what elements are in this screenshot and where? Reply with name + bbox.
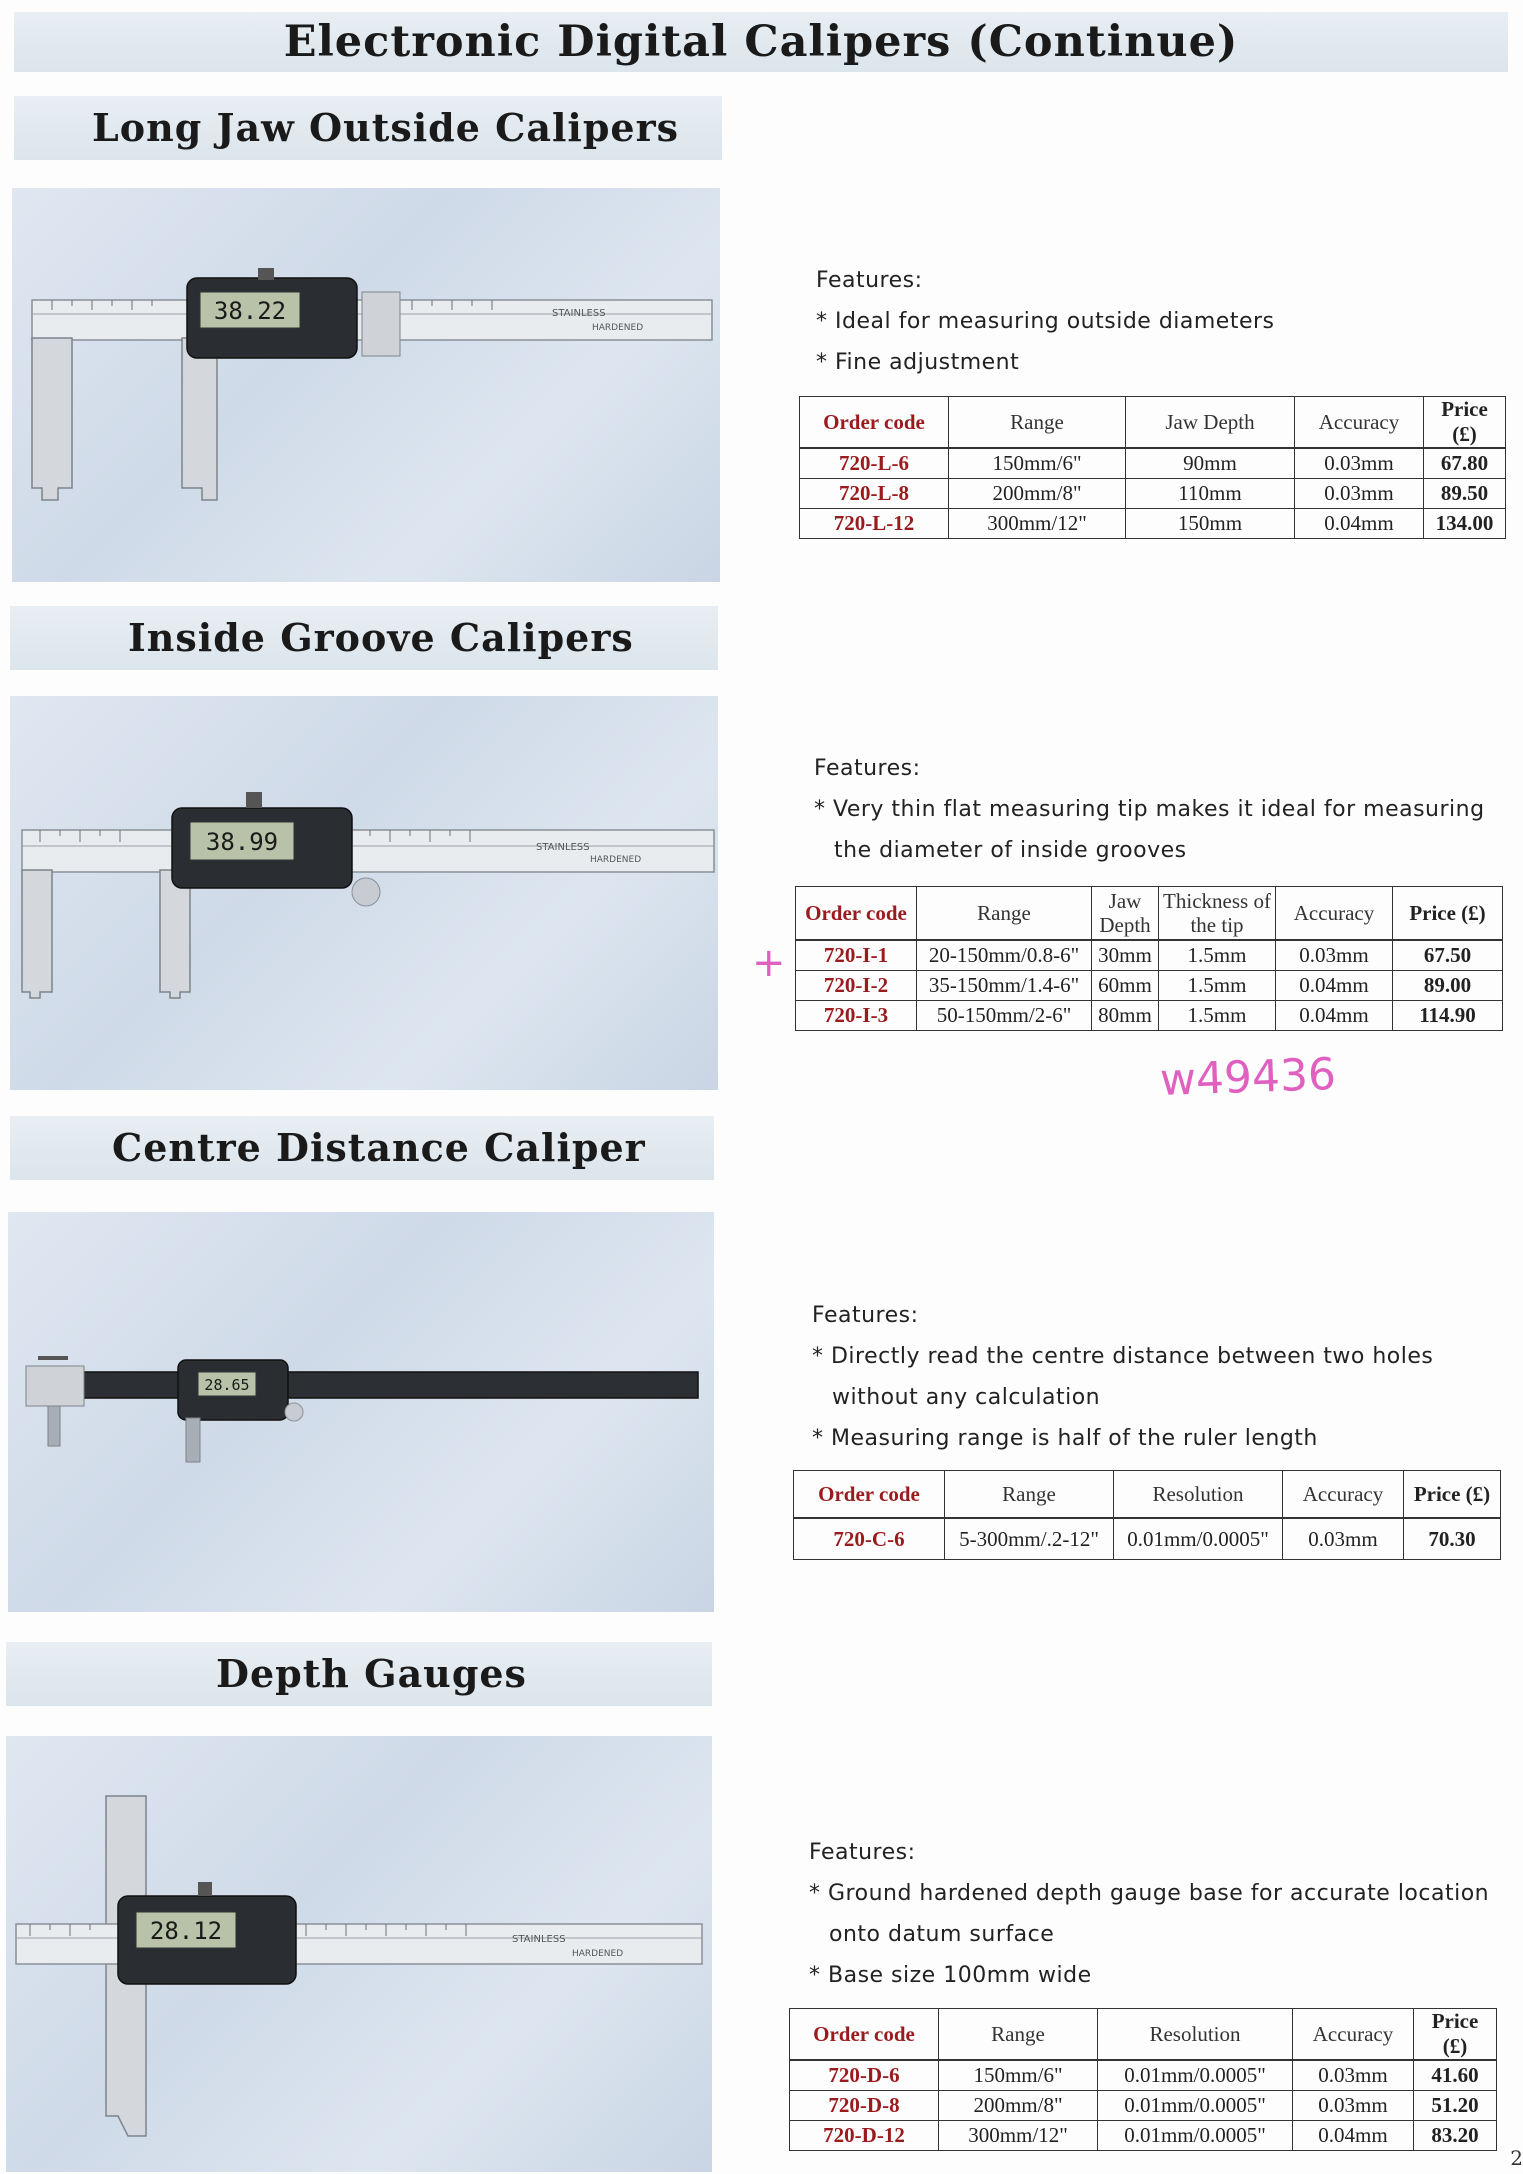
resolution-cell: 0.01mm/0.0005" xyxy=(1098,2091,1293,2121)
resolution-cell: 0.01mm/0.0005" xyxy=(1098,2121,1293,2151)
range-cell: 20-150mm/0.8-6" xyxy=(917,940,1092,971)
table-row xyxy=(794,1518,1501,1560)
col-header-order-code: Order code xyxy=(790,2009,939,2061)
price-cell: 41.60 xyxy=(1414,2060,1497,2091)
order-code-cell: 720-D-6 xyxy=(790,2060,939,2091)
range-cell: 35-150mm/1.4-6" xyxy=(917,971,1092,1001)
ruler-label-stainless: STAINLESS xyxy=(536,842,590,853)
centre-distance-caliper-photo xyxy=(8,1212,714,1612)
long-jaw-caliper-photo xyxy=(12,188,720,582)
ruler-label-stainless: STAINLESS xyxy=(552,308,606,319)
jaw-depth-cell: 150mm xyxy=(1126,509,1295,539)
section-title-banner xyxy=(14,96,722,160)
depth-gauge-illustration xyxy=(6,1736,712,2172)
price-cell: 83.20 xyxy=(1414,2121,1497,2151)
price-cell: 134.00 xyxy=(1424,509,1506,539)
jaw-depth-cell: 110mm xyxy=(1126,479,1295,509)
order-code-cell: 720-I-3 xyxy=(796,1001,917,1031)
feature-line: onto datum surface xyxy=(829,1922,1055,1947)
page-title-banner xyxy=(14,12,1508,72)
table-row xyxy=(790,2060,1497,2091)
order-code-cell: 720-D-12 xyxy=(790,2121,939,2151)
ruler-label-hardened: HARDENED xyxy=(590,855,642,865)
jaw-depth-cell: 80mm xyxy=(1092,1001,1159,1031)
accuracy-cell: 0.03mm xyxy=(1276,940,1393,971)
section-title-banner xyxy=(10,1116,714,1180)
spec-table xyxy=(795,886,1503,1031)
accuracy-cell: 0.03mm xyxy=(1283,1518,1404,1560)
col-header-jaw-depth: Jaw Depth xyxy=(1092,887,1159,941)
table-row xyxy=(790,2091,1497,2121)
col-header-price: Price (£) xyxy=(1424,397,1506,449)
col-header-resolution: Resolution xyxy=(1114,1471,1283,1519)
section-title: Long Jaw Outside Calipers xyxy=(92,105,680,150)
price-cell: 89.00 xyxy=(1393,971,1503,1001)
table-row xyxy=(800,448,1506,479)
col-header-accuracy: Accuracy xyxy=(1283,1471,1404,1519)
price-cell: 114.90 xyxy=(1393,1001,1503,1031)
table-row xyxy=(790,2121,1497,2151)
thickness-cell: 1.5mm xyxy=(1159,940,1276,971)
accuracy-cell: 0.04mm xyxy=(1276,971,1393,1001)
accuracy-cell: 0.04mm xyxy=(1293,2121,1414,2151)
page-number: 2 xyxy=(1510,2146,1523,2170)
jaw-depth-cell: 90mm xyxy=(1126,448,1295,479)
range-cell: 300mm/12" xyxy=(949,509,1126,539)
feature-line: * Base size 100mm wide xyxy=(809,1963,1092,1988)
range-cell: 200mm/8" xyxy=(939,2091,1098,2121)
feature-line: * Ground hardened depth gauge base for accurate location xyxy=(809,1881,1490,1906)
price-cell: 51.20 xyxy=(1414,2091,1497,2121)
lcd-display: 28.65 xyxy=(204,1376,250,1394)
col-header-accuracy: Accuracy xyxy=(1276,887,1393,941)
features-block xyxy=(814,748,1485,871)
thickness-cell: 1.5mm xyxy=(1159,971,1276,1001)
feature-line: * Fine adjustment xyxy=(816,350,1020,375)
resolution-cell: 0.01mm/0.0005" xyxy=(1098,2060,1293,2091)
inside-groove-caliper-illustration xyxy=(10,696,718,1090)
table-row xyxy=(796,971,1503,1001)
col-header-order-code: Order code xyxy=(800,397,949,449)
table-row xyxy=(800,479,1506,509)
section-title-banner xyxy=(6,1642,712,1706)
jaw-depth-cell: 60mm xyxy=(1092,971,1159,1001)
long-jaw-caliper-illustration xyxy=(12,188,720,582)
price-cell: 67.50 xyxy=(1393,940,1503,971)
feature-line: the diameter of inside grooves xyxy=(834,838,1187,863)
features-block xyxy=(809,1832,1489,1996)
col-header-jaw-depth: Jaw Depth xyxy=(1126,397,1295,449)
accuracy-cell: 0.04mm xyxy=(1295,509,1424,539)
lcd-display: 38.99 xyxy=(205,828,279,856)
handwritten-plus-mark: + xyxy=(752,940,786,986)
range-cell: 50-150mm/2-6" xyxy=(917,1001,1092,1031)
feature-line: * Very thin flat measuring tip makes it ideal for measuring xyxy=(814,797,1485,822)
feature-line: * Directly read the centre distance between two holes xyxy=(812,1344,1434,1369)
ruler-label-hardened: HARDENED xyxy=(592,323,644,333)
section-title: Inside Groove Calipers xyxy=(128,615,634,660)
spec-table xyxy=(799,396,1506,539)
features-label: Features: xyxy=(812,1303,919,1328)
col-header-order-code: Order code xyxy=(796,887,917,941)
table-row xyxy=(800,509,1506,539)
accuracy-cell: 0.04mm xyxy=(1276,1001,1393,1031)
col-header-range: Range xyxy=(917,887,1092,941)
depth-gauge-photo xyxy=(6,1736,712,2172)
accuracy-cell: 0.03mm xyxy=(1295,448,1424,479)
ruler-label-stainless: STAINLESS xyxy=(512,1934,566,1945)
centre-distance-caliper-illustration xyxy=(8,1212,714,1612)
spec-table xyxy=(789,2008,1497,2151)
order-code-cell: 720-L-8 xyxy=(800,479,949,509)
handwritten-note: w49436 xyxy=(1159,1048,1337,1107)
col-header-accuracy: Accuracy xyxy=(1293,2009,1414,2061)
col-header-price: Price (£) xyxy=(1404,1471,1501,1519)
col-header-order-code: Order code xyxy=(794,1471,945,1519)
section-title-banner xyxy=(10,606,718,670)
feature-line: without any calculation xyxy=(832,1385,1101,1410)
ruler-label-hardened: HARDENED xyxy=(572,1949,624,1959)
col-header-thickness: Thickness of the tip xyxy=(1159,887,1276,941)
order-code-cell: 720-C-6 xyxy=(794,1518,945,1560)
col-header-range: Range xyxy=(949,397,1126,449)
section-title: Centre Distance Caliper xyxy=(112,1125,646,1170)
price-cell: 67.80 xyxy=(1424,448,1506,479)
page-title: Electronic Digital Calipers (Continue) xyxy=(283,17,1239,67)
features-block xyxy=(816,260,1275,383)
features-label: Features: xyxy=(809,1840,916,1865)
order-code-cell: 720-I-1 xyxy=(796,940,917,971)
order-code-cell: 720-I-2 xyxy=(796,971,917,1001)
range-cell: 5-300mm/.2-12" xyxy=(945,1518,1114,1560)
jaw-depth-cell: 30mm xyxy=(1092,940,1159,971)
col-header-range: Range xyxy=(945,1471,1114,1519)
col-header-accuracy: Accuracy xyxy=(1295,397,1424,449)
accuracy-cell: 0.03mm xyxy=(1293,2060,1414,2091)
features-label: Features: xyxy=(814,756,921,781)
accuracy-cell: 0.03mm xyxy=(1293,2091,1414,2121)
order-code-cell: 720-D-8 xyxy=(790,2091,939,2121)
section-title: Depth Gauges xyxy=(216,1651,527,1696)
col-header-price: Price (£) xyxy=(1393,887,1503,941)
range-cell: 300mm/12" xyxy=(939,2121,1098,2151)
lcd-display: 28.12 xyxy=(149,1917,223,1945)
order-code-cell: 720-L-6 xyxy=(800,448,949,479)
range-cell: 200mm/8" xyxy=(949,479,1126,509)
feature-line: * Measuring range is half of the ruler length xyxy=(812,1426,1318,1451)
col-header-resolution: Resolution xyxy=(1098,2009,1293,2061)
price-cell: 70.30 xyxy=(1404,1518,1501,1560)
table-row xyxy=(796,1001,1503,1031)
thickness-cell: 1.5mm xyxy=(1159,1001,1276,1031)
resolution-cell: 0.01mm/0.0005" xyxy=(1114,1518,1283,1560)
spec-table xyxy=(793,1470,1501,1560)
price-cell: 89.50 xyxy=(1424,479,1506,509)
features-label: Features: xyxy=(816,268,923,293)
range-cell: 150mm/6" xyxy=(949,448,1126,479)
inside-groove-caliper-photo xyxy=(10,696,718,1090)
table-row xyxy=(796,940,1503,971)
col-header-price: Price (£) xyxy=(1414,2009,1497,2061)
accuracy-cell: 0.03mm xyxy=(1295,479,1424,509)
feature-line: * Ideal for measuring outside diameters xyxy=(816,309,1275,334)
range-cell: 150mm/6" xyxy=(939,2060,1098,2091)
col-header-range: Range xyxy=(939,2009,1098,2061)
features-block xyxy=(812,1295,1433,1459)
lcd-display: 38.22 xyxy=(213,297,287,325)
order-code-cell: 720-L-12 xyxy=(800,509,949,539)
